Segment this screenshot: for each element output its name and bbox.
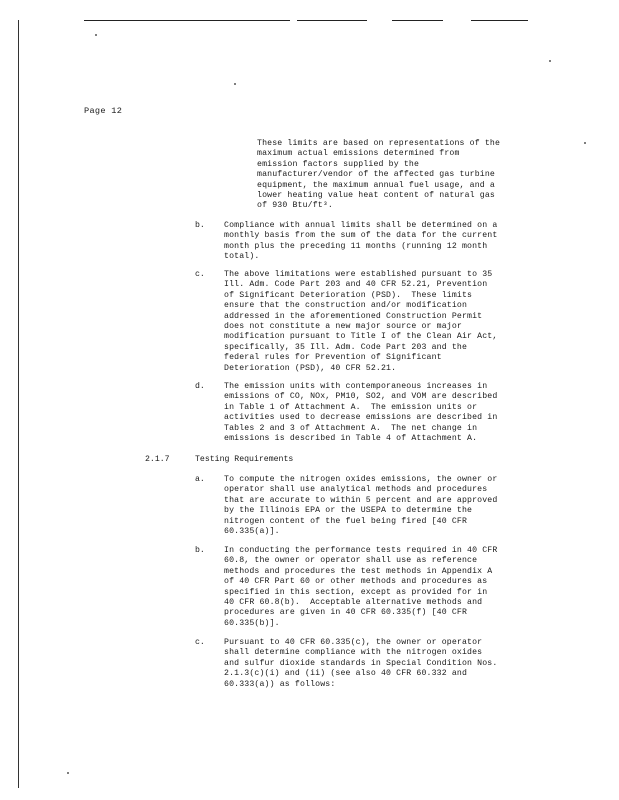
left-margin-line <box>18 20 19 788</box>
section-item-c-text: Pursuant to 40 CFR 60.335(c), the owner or operator shall determine compliance with the nitrogen oxides and sulfur dioxide standards in Special Condition Nos. 2.1.3(c)(i) and (ii) (see also 40 CFR 60.332 and 60.333(a)) as follows: <box>224 638 498 689</box>
page-label: Page 12 <box>84 106 123 116</box>
item-b-text: Compliance with annual limits shall be determined on a monthly basis from the sum of the data for the current month plus the preceding 11 months (running 12 month total). <box>224 221 498 262</box>
header-rule-2 <box>297 20 367 21</box>
scan-speck <box>95 34 97 36</box>
scan-speck <box>234 83 236 85</box>
intro-paragraph: These limits are based on representations of the maximum actual emissions determined from emission factors supplied by the manufacturer/vendor of the affected gas turbine equipment, the maximum annual fuel usage, and a lower heating value heat content of natural gas of 930 Btu/ft³. <box>257 139 501 211</box>
section-title: Testing Requirements <box>195 455 294 464</box>
item-letter-b: b. <box>195 221 205 230</box>
scan-speck <box>549 60 551 62</box>
header-rule-1 <box>84 20 290 21</box>
section-item-letter-c: c. <box>195 638 205 647</box>
scan-speck <box>584 142 586 144</box>
item-c-text: The above limitations were established pursuant to 35 Ill. Adm. Code Part 203 and 40 CFR 52.21, Prevention of Significant Deterioration (PSD). These limits ensure that the construction and/or modification addressed in the aforementioned Construction Permit does not constitute a new major source or major modification pursuant to Title I of the Clean Air Act, specifically, 35 Ill. Adm. Code Part 203 and the federal rules for Prevention of Significant Deterioration (PSD), 40 CFR 52.21. <box>224 270 498 373</box>
item-letter-c: c. <box>195 270 205 279</box>
section-item-letter-a: a. <box>195 475 205 484</box>
item-d-text: The emission units with contemporaneous increases in emissions of CO, NOx, PM10, SO2, and VOM are described in Table 1 of Attachment A. The emission units or activities used to decrease emissions are described in Tables 2 and 3 of Attachment A. The net change in emissions is described in Table 4 of Attachment A. <box>224 382 498 444</box>
header-rule-3 <box>392 20 443 21</box>
section-item-a-text: To compute the nitrogen oxides emissions, the owner or operator shall use analytical methods and procedures that are accurate to within 5 percent and are approved by the Illinois EPA or the USEPA to determine the nitrogen content of the fuel being fired [40 CFR 60.335(a)]. <box>224 475 498 537</box>
item-letter-d: d. <box>195 382 205 391</box>
section-item-b-text: In conducting the performance tests required in 40 CFR 60.8, the owner or operator shall use as reference methods and procedures the test methods in Appendix A of 40 CFR Part 60 or other methods and procedures as specified in this section, except as provided for in 40 CFR 60.8(b). Acceptable alternative methods and procedures are given in 40 CFR 60.335(f) [40 CFR 60.335(b)]. <box>224 546 498 628</box>
section-number: 2.1.7 <box>145 455 170 464</box>
header-rule-4 <box>471 20 528 21</box>
section-item-letter-b: b. <box>195 546 205 555</box>
scan-speck <box>67 772 69 774</box>
